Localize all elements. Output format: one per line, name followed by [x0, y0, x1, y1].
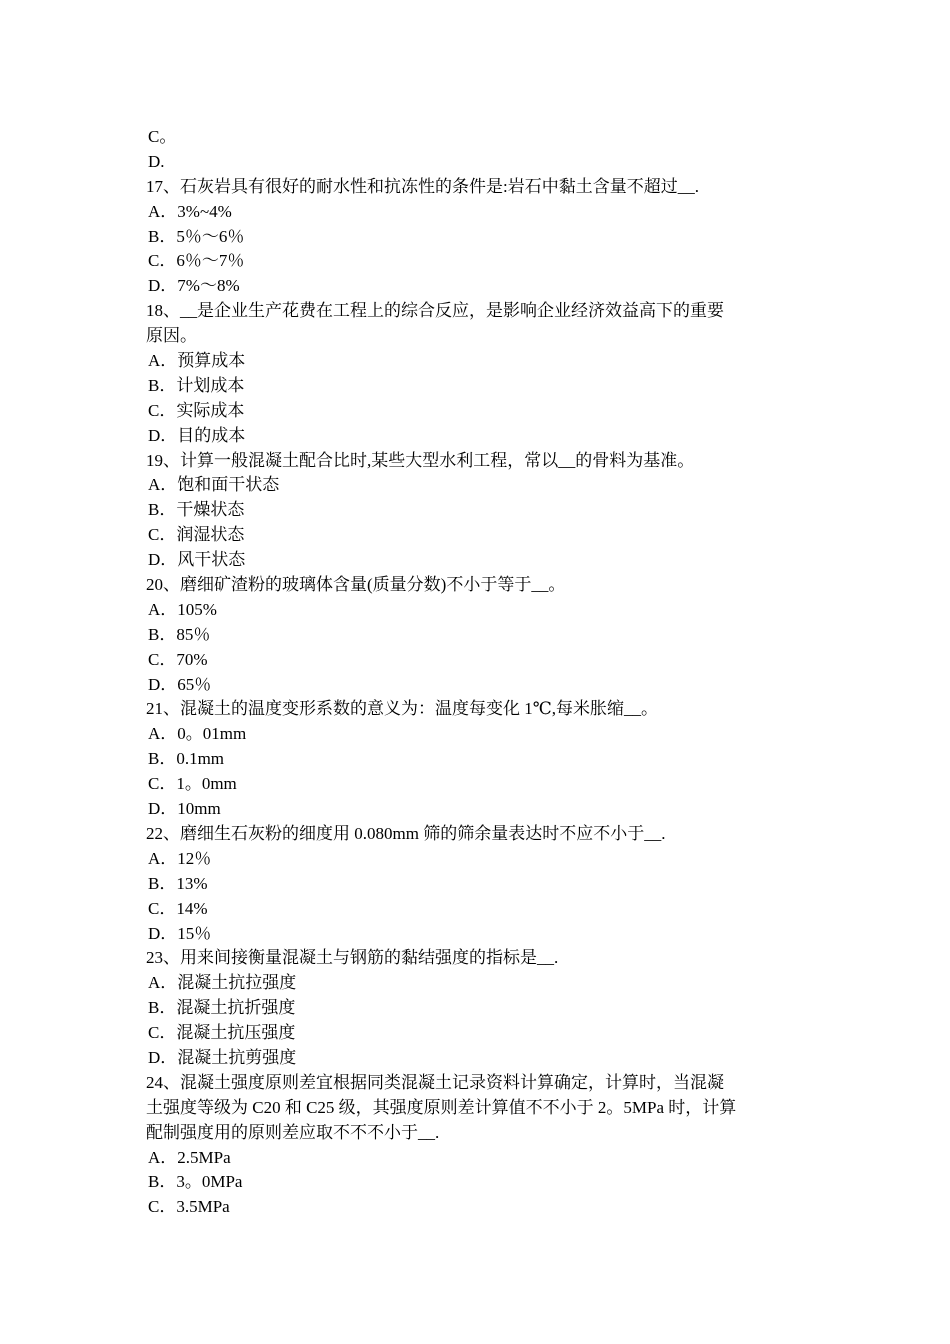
question-text-line: 22、磨细生石灰粉的细度用 0.080mm 筛的筛余量表达时不应不小于__. — [146, 823, 666, 843]
question-text-line: 21、混凝土的温度变形系数的意义为：温度每变化 1℃,每米胀缩__。 — [146, 699, 659, 719]
answer-option-line: B．混凝土抗折强度 — [148, 998, 296, 1018]
answer-option-line: D. — [148, 151, 165, 171]
answer-option-line: A．2.5MPa — [148, 1147, 231, 1167]
answer-option-line: C．70% — [148, 649, 208, 669]
answer-option-line: A．混凝土抗拉强度 — [148, 973, 297, 993]
answer-option-line: A．饱和面干状态 — [148, 475, 280, 495]
answer-option-line: C．14% — [148, 898, 208, 918]
answer-option-line: B．3。0MPa — [148, 1172, 243, 1192]
answer-option-line: C．润湿状态 — [148, 525, 245, 545]
answer-option-line: D．10mm — [148, 799, 221, 819]
answer-option-line: B．13% — [148, 873, 208, 893]
question-text-line: 17、石灰岩具有很好的耐水性和抗冻性的条件是:岩石中黏土含量不超过__. — [146, 176, 699, 196]
answer-option-line: D．混凝土抗剪强度 — [148, 1047, 297, 1067]
answer-option-line: A．3%~4% — [148, 201, 232, 221]
answer-option-line: A．预算成本 — [148, 351, 246, 371]
question-text-line: 配制强度用的原则差应取不不不小于__. — [146, 1122, 440, 1142]
answer-option-line: C．实际成本 — [148, 400, 245, 420]
answer-option-line: C。 — [148, 127, 177, 146]
answer-option-line: D．7%～8% — [148, 276, 240, 296]
question-text-line: 18、__是企业生产花费在工程上的综合反应，是影响企业经济效益高下的重要 — [146, 301, 724, 321]
document-body — [146, 125, 811, 1220]
answer-option-line: A．0。01mm — [148, 724, 247, 744]
answer-option-line: B．干燥状态 — [148, 500, 245, 520]
answer-option-line: B．计划成本 — [148, 375, 245, 395]
answer-option-line: D．目的成本 — [148, 425, 246, 445]
answer-option-line: D．65％ — [148, 674, 212, 694]
answer-option-line: A．12％ — [148, 848, 212, 868]
answer-option-line: B．0.1mm — [148, 749, 225, 769]
answer-option-line: C．6％～7％ — [148, 251, 245, 271]
answer-option-line: D．15％ — [148, 923, 212, 943]
question-text-line: 19、计算一般混凝土配合比时,某些大型水利工程，常以__的骨料为基准。 — [146, 450, 695, 470]
answer-option-line: B．5％～6％ — [148, 226, 245, 246]
question-text-line: 20、磨细矿渣粉的玻璃体含量(质量分数)不小于等于__。 — [146, 575, 566, 595]
question-text-line: 土强度等级为 C20 和 C25 级，其强度原则差计算值不不小于 2。5MPa 时，计算 — [146, 1097, 737, 1117]
question-text-line: 23、用来间接衡量混凝土与钢筋的黏结强度的指标是__. — [146, 948, 559, 968]
answer-option-line: C．1。0mm — [148, 774, 237, 794]
answer-option-line: C．混凝土抗压强度 — [148, 1023, 296, 1043]
answer-option-line: B．85％ — [148, 624, 211, 644]
question-text-line: 24、混凝土强度原则差宜根据同类混凝土记录资料计算确定，计算时，当混凝 — [146, 1072, 724, 1092]
answer-option-line: D．风干状态 — [148, 550, 246, 570]
answer-option-line: A．105% — [148, 599, 217, 619]
question-text-line: 原因。 — [146, 326, 197, 346]
answer-option-line: C．3.5MPa — [148, 1197, 230, 1217]
